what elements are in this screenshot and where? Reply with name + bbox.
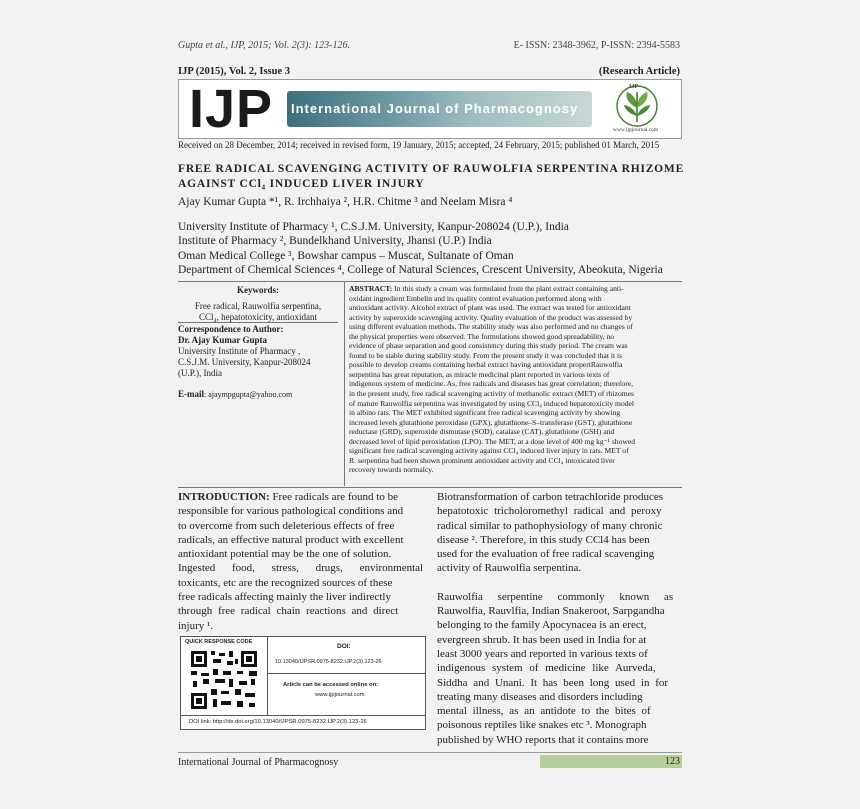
intro-line: Ingested food, stress, drugs, environmental	[178, 562, 424, 575]
seal-url: www.ijpjournal.com	[613, 127, 659, 133]
article-type: (Research Article)	[598, 66, 680, 77]
abstract-line: reductase (GRD), superoxide dismutase (SOD), catalase (CAT), glutathione (GSH) and	[349, 427, 615, 437]
author-list: Ajay Kumar Gupta *¹, R. Irchhaiya ², H.R. Chitme ³ and Neelam Misra ⁴	[178, 196, 513, 208]
footer-rule	[178, 752, 682, 753]
body-line: hepatotoxic tricholoromethyl radical and peroxy	[437, 505, 662, 518]
correspondence-box	[178, 324, 342, 400]
body-line: treating many diseases and disorders including	[437, 690, 643, 703]
divider	[178, 322, 338, 323]
issue-line: IJP (2015), Vol. 2, Issue 3	[178, 66, 291, 77]
running-issn: E- ISSN: 2348-3962, P-ISSN: 2394-5583	[513, 40, 680, 51]
divider	[178, 281, 682, 282]
abstract-line: R. serpentina had been shown prominent antioxidant activity and CCl₄ intoxicated liver	[349, 455, 615, 465]
body-line: used for the evaluation of free radical scavenging	[437, 548, 655, 561]
correspondence-email-row	[178, 389, 342, 400]
intro-line: injury ¹.	[178, 619, 214, 632]
article-dates: Received on 28 December, 2014; received in revised form, 19 January, 2015; accepted, 24 February, 2015; published 01 March, 2015	[178, 140, 660, 150]
correspondence-line: C.S.J.M. University, Kanpur-208024	[178, 357, 311, 367]
email-label: E-mail	[178, 389, 204, 399]
doi-label: DOI:	[337, 643, 351, 650]
qr-panel	[181, 637, 268, 715]
seal-label: IJP	[629, 84, 638, 90]
doi-value: 10.13040/IJPSR.0975-8232.IJP.2(3).123-26	[275, 659, 382, 665]
journal-name: International Journal of Pharmacognosy	[291, 101, 579, 116]
doi-box	[180, 636, 426, 730]
qr-code-icon[interactable]	[189, 649, 259, 711]
intro-line: toxicants, etc are the recognized sources of these	[178, 576, 393, 589]
journal-logo-text: IJP	[189, 79, 274, 139]
keywords-line-2: CCl₄, hepatotoxicity, antioxidant	[198, 312, 318, 322]
body-line: belonging to the family Apocynacea is an erect,	[437, 619, 647, 632]
doi-panel	[267, 637, 425, 674]
correspondence-line: (U.P.), India	[178, 368, 222, 378]
body-line: poisonous reptiles like snakes etc ³. Monograph	[437, 719, 647, 732]
intro-line: to overcome from such deleterious effects of free	[178, 519, 395, 532]
title-line-2: AGAINST CCl₄ INDUCED LIVER INJURY	[178, 178, 425, 190]
journal-name-bar	[287, 91, 592, 127]
abstract-line: oxidant ingredient Embelin and its quality control evaluation performed along with	[349, 293, 602, 303]
abstract-line: decreased level of lipid peroxidation (LPO). The MET, at a dose level of 400 mg kg⁻¹ showed	[349, 436, 636, 446]
intro-line: Free radicals are found to be	[272, 491, 398, 503]
abstract-line: of mature Rauwolfia serpentina was investigated by using CCl₄ induced hepatotoxicity model	[349, 398, 635, 408]
doi-link[interactable]: DOI link: http://dx.doi.org/10.13040/IJPSR.0975-8232.IJP.2(3).123-26	[189, 719, 367, 725]
page-number: 123	[665, 756, 680, 767]
affiliation-4: Department of Chemical Sciences ⁴, College of Natural Sciences, Crescent University, Abeokuta, Nigeria	[178, 263, 663, 276]
affiliation-2: Institute of Pharmacy ², Bundelkhand University, Jhansi (U.P.) India	[178, 235, 492, 248]
qr-label: QUICK RESPONSE CODE	[185, 639, 253, 645]
correspondence-line: University Institute of Pharmacy ,	[178, 346, 301, 356]
abstract-line: the physical properties were observed. The formulations showed good spreadability, no	[349, 331, 615, 341]
doi-link-row	[181, 715, 425, 730]
access-url[interactable]: www.ijpjournal.com	[315, 692, 365, 698]
body-line: mental illness, as an antidote to the bites of	[437, 705, 651, 718]
body-line: disease ². Therefore, in this study CCl4 has been	[437, 533, 650, 546]
title-line-1: FREE RADICAL SCAVENGING ACTIVITY OF RAUWOLFIA SERPENTINA RHIZOME	[178, 163, 685, 175]
abstract-line: found to be stable during stability study. From the present study it was concluded that it is	[349, 350, 623, 360]
intro-line: responsible for various pathological conditions and	[178, 505, 404, 518]
keywords-heading: Keywords:	[237, 285, 279, 295]
introduction	[178, 490, 422, 633]
abstract-line: serpentina has great reputation, as miracle medicinal plant reported in various texts of	[349, 369, 610, 379]
body-line: least 3000 years and reported in various texts of	[437, 647, 648, 660]
journal-seal	[597, 82, 677, 136]
body-line: Rauwolfia, Rauvlfia, Indian Snakeroot, Sarpgandha	[437, 605, 665, 618]
body-line: indigenous system of medicine like Aurveda,	[437, 662, 656, 675]
abstract-line: in the present study, free radical scavenging activity of methanolic extract (MET) of rhizomes	[349, 389, 635, 399]
abstract-label: ABSTRACT:	[349, 284, 393, 293]
abstract-line: evidence of phase separation and good consistency during this study period. The cream was	[349, 341, 628, 351]
body-line: Rauwolfia serpentine commonly known as	[437, 590, 674, 603]
abstract-line: increased levels glutathione peroxidase (GPX), glutathione–S–transferase (GST), glutathione	[349, 417, 633, 427]
affiliation-1: University Institute of Pharmacy ¹, C.S.J.M. University, Kanpur-208024 (U.P.), India	[178, 221, 569, 233]
correspondence-name: Dr. Ajay Kumar Gupta	[178, 335, 268, 345]
access-label: Article can be accessed online on:	[283, 682, 379, 688]
body-line: Biotransformation of carbon tetrachloride produces	[437, 491, 664, 503]
abstract	[349, 284, 682, 475]
article-title	[178, 162, 685, 192]
abstract-line: In this study a cream was formulated from the plant extract containing anti-	[394, 284, 624, 293]
correspondence-heading: Correspondence to Author:	[178, 324, 284, 334]
introduction-label: INTRODUCTION:	[178, 491, 270, 503]
keywords-box	[178, 285, 338, 323]
affiliation-3: Oman Medical College ³, Bowshar campus – Muscat, Sultanate of Oman	[178, 249, 514, 262]
running-citation: Gupta et al., IJP, 2015; Vol. 2(3): 123-126.	[178, 40, 351, 51]
body-line: radical similar to pathophysiology of many chronic	[437, 519, 663, 532]
footer-journal: International Journal of Pharmacognosy	[178, 757, 339, 768]
body-line: evergreen shrub. It has been used in India for at	[437, 633, 647, 646]
intro-line: radicals, an effective natural product with excellent	[178, 533, 404, 546]
abstract-line: using different evaluation methods. The stability study was also performed and no changes of	[349, 322, 633, 332]
abstract-line: activity by superoxide scavenging activity. Quality evaluation of the product was assessed by	[349, 312, 633, 322]
abstract-line: possible to develop creams containing herbal extract having antioxidant propertRauwolfia	[349, 360, 623, 370]
intro-line: free radicals affecting mainly the liver indirectly	[178, 591, 391, 604]
body-line: activity of Rauwolfia serpentina.	[437, 562, 582, 575]
page-number-bar	[540, 755, 682, 768]
body-line: published by WHO reports that it contains more	[437, 733, 649, 746]
keywords-line-1: Free radical, Rauwolfia serpentina,	[194, 301, 322, 311]
body-right-column	[437, 490, 683, 747]
abstract-line: indigenous system of medicine. As, free radicals and diseases has great correlation; therefore,	[349, 379, 634, 389]
abstract-line: antioxidant activity. Alcohol extract of plant was used. The extract was tested for antioxidant	[349, 303, 631, 313]
affiliations	[178, 220, 688, 277]
intro-line: through free radical chain reactions and direct	[178, 605, 399, 618]
email-address: : ajaympgupta@yahoo.com	[204, 390, 293, 399]
access-panel	[267, 674, 425, 715]
intro-line: antioxidant potential may be the one of solution.	[178, 548, 392, 561]
body-line: Siddha and Unani. It has been long used in for	[437, 676, 669, 689]
column-divider	[344, 282, 345, 486]
abstract-line: recovery towards normalcy.	[349, 465, 434, 475]
abstract-line: in albino rats. The MET exhibited significant free radical scavenging activity by showing	[349, 408, 621, 418]
journal-banner	[178, 79, 682, 139]
abstract-line: significant free radical scavenging activity against CCl₄ induced liver injury in rats. MET of	[349, 446, 629, 456]
divider	[178, 487, 682, 488]
